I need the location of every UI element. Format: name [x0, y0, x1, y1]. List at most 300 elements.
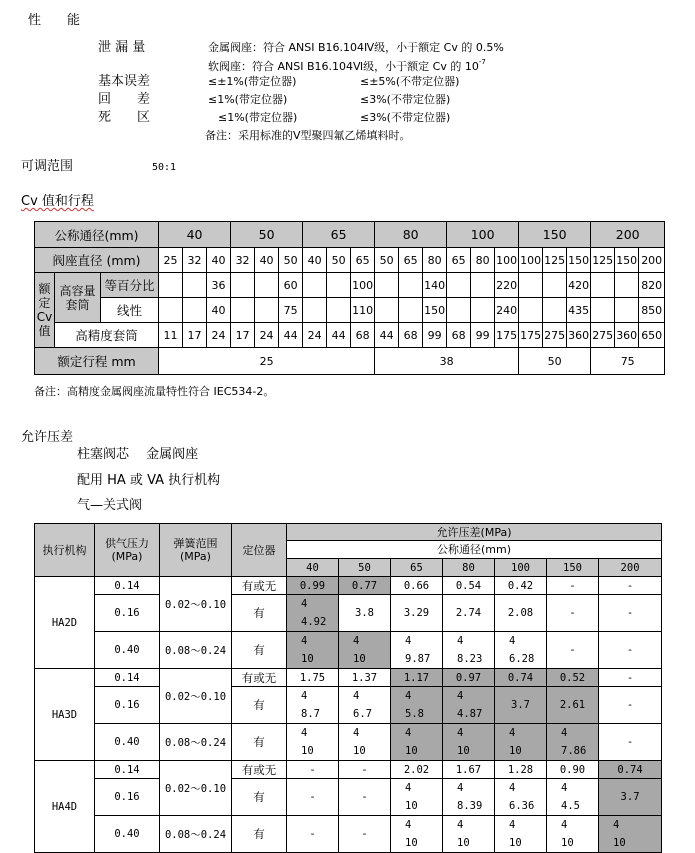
- cv-equal-pct-cell: [471, 273, 495, 298]
- cv-high-capacity-label: 高容量套筒: [55, 273, 101, 323]
- supply-pressure-cell: 0.14: [95, 577, 160, 595]
- cv-equal-pct-cell: [591, 273, 615, 298]
- allowable-dp-value: -: [309, 791, 316, 803]
- cv-equal-pct-cell: [303, 273, 327, 298]
- allowable-dp-value: -: [569, 607, 576, 619]
- cv-seat-cell: 50: [279, 248, 303, 273]
- allowable-dp-cell: [287, 632, 339, 669]
- cv-equal-pct-cell: 140: [423, 273, 447, 298]
- supply-pressure-cell: 0.16: [95, 687, 160, 724]
- pressure-row: [35, 761, 662, 779]
- allowable-dp-cell: [443, 761, 495, 779]
- pressure-h-spring: 弹簧范围(MPa): [160, 524, 232, 577]
- pressure-size-cell: 65: [391, 559, 443, 577]
- allowable-dp-cell: [287, 687, 339, 724]
- allowable-dp-value: 10: [353, 745, 366, 757]
- cv-stroke-cell: 38: [375, 348, 519, 375]
- allowable-dp-cell: [391, 632, 443, 669]
- allowable-dp-value: -: [361, 791, 368, 803]
- pressure-size-cell: 150: [547, 559, 599, 577]
- allowable-dp-cell: [599, 687, 662, 724]
- cv-high-precision-cell: 44: [375, 323, 399, 348]
- pressure-h-nominal: 公称通径(mm): [287, 541, 662, 559]
- spring-range-cell: 0.08～0.24: [160, 724, 232, 761]
- cv-linear-cell: 110: [351, 298, 375, 323]
- allowable-dp-value: 7.86: [561, 745, 587, 757]
- cv-high-precision-cell: 175: [519, 323, 543, 348]
- allowable-dp-value: 4: [405, 782, 412, 794]
- allowable-dp-value: -: [626, 607, 634, 619]
- cv-high-precision-cell: 68: [399, 323, 423, 348]
- pressure-row: [35, 816, 662, 853]
- cv-stroke-row: [35, 348, 665, 375]
- cv-linear-cell: [447, 298, 471, 323]
- cv-linear-cell: [399, 298, 423, 323]
- allowable-dp-value: 10: [561, 837, 574, 849]
- leakage-line2: 软阀座：符合 ANSI B16.104Ⅵ级，小于额定 Cv 的 $10^{-7}$: [208, 58, 486, 73]
- allowable-dp-value: -: [626, 579, 634, 592]
- cv-linear-cell: [231, 298, 255, 323]
- allowable-dp-cell: [599, 595, 662, 632]
- actuator-cell: HA2D: [35, 577, 95, 669]
- allowable-dp-value: 9.87: [405, 653, 431, 665]
- cv-high-precision-cell: 275: [591, 323, 615, 348]
- leakage-line1: 金属阀座：符合 ANSI B16.104Ⅳ级，小于额定 Cv 的 0.5%: [208, 41, 504, 54]
- positioner-cell: 有或无: [232, 761, 287, 779]
- allowable-dp-cell: [391, 577, 443, 595]
- positioner-cell: 有: [232, 632, 287, 669]
- cv-equal-pct-cell: [543, 273, 567, 298]
- allowable-dp-value: 4.92: [301, 616, 327, 628]
- allowable-dp-cell: [391, 779, 443, 816]
- cv-seat-cell: 40: [303, 248, 327, 273]
- cv-nominal-cell: 200: [591, 222, 665, 248]
- pressure-row: [35, 779, 662, 816]
- allowable-dp-cell: [443, 687, 495, 724]
- cv-table: [34, 221, 665, 375]
- pressure-row: [35, 687, 662, 724]
- cv-seat-cell: 32: [231, 248, 255, 273]
- allowable-dp-value: 4: [509, 727, 516, 739]
- cv-nominal-cell: 150: [519, 222, 591, 248]
- hysteresis-label: 回 差: [98, 92, 151, 107]
- allowable-dp-value: 1.67: [455, 763, 482, 776]
- allowable-dp-cell: [339, 816, 391, 853]
- allowable-dp-cell: [443, 724, 495, 761]
- allowable-dp-value: 3.7: [511, 699, 530, 711]
- allowable-title: 允许压差: [21, 430, 74, 445]
- spring-range-cell: 0.02～0.10: [160, 761, 232, 816]
- cv-equal-pct-cell: 420: [567, 273, 591, 298]
- pressure-h-allowable: 允许压差(MPa): [287, 524, 662, 541]
- cv-high-precision-cell: 24: [303, 323, 327, 348]
- allowable-dp-cell: [495, 816, 547, 853]
- pressure-size-cell: 40: [287, 559, 339, 577]
- allowable-dp-cell: [443, 577, 495, 595]
- allowable-dp-value: 0.52: [559, 671, 586, 684]
- allowable-dp-value: 2.08: [507, 607, 534, 619]
- allowable-dp-cell: [495, 779, 547, 816]
- allowable-dp-value: 4: [457, 819, 464, 831]
- allowable-dp-value: 8.7: [301, 708, 320, 720]
- supply-pressure-cell: 0.40: [95, 632, 160, 669]
- cv-seat-cell: 25: [159, 248, 183, 273]
- cv-high-precision-cell: 11: [159, 323, 183, 348]
- positioner-cell: 有: [232, 687, 287, 724]
- cv-seat-cell: 80: [423, 248, 447, 273]
- pressure-size-cell: 80: [443, 559, 495, 577]
- positioner-cell: 有或无: [232, 577, 287, 595]
- allowable-dp-cell: [443, 779, 495, 816]
- allowable-dp-value: 1.17: [403, 671, 430, 684]
- allowable-dp-value: 0.99: [299, 579, 326, 592]
- cv-note: 备注：高精度金属阀座流量特性符合 IEC534-2。: [34, 385, 275, 398]
- allowable-dp-cell: [287, 724, 339, 761]
- cv-equal-pct-cell: 60: [279, 273, 303, 298]
- cv-high-precision-cell: 44: [327, 323, 351, 348]
- allowable-dp-cell: [547, 761, 599, 779]
- allowable-dp-value: 4: [353, 635, 360, 647]
- allowable-dp-value: 0.77: [351, 579, 378, 592]
- pressure-h-supply: 供气压力(MPa): [95, 524, 160, 577]
- cv-high-precision-row: [35, 323, 665, 348]
- allowable-dp-value: 10: [457, 837, 470, 849]
- allowable-dp-value: 4: [301, 727, 308, 739]
- positioner-cell: 有: [232, 595, 287, 632]
- pressure-h-actuator: 执行机构: [35, 524, 95, 577]
- allowable-dp-cell: [599, 816, 662, 853]
- pressure-row: [35, 632, 662, 669]
- allowable-dp-cell: [339, 779, 391, 816]
- allowable-line3: 气—关式阀: [77, 498, 143, 513]
- cv-seat-cell: 150: [615, 248, 639, 273]
- allowable-dp-cell: [339, 669, 391, 687]
- allowable-dp-value: -: [361, 763, 368, 776]
- allowable-dp-value: 10: [405, 837, 418, 849]
- allowable-dp-value: 4: [405, 635, 412, 647]
- allowable-dp-cell: [547, 669, 599, 687]
- cv-seat-cell: 100: [519, 248, 543, 273]
- cv-equal-pct-cell: 820: [639, 273, 665, 298]
- cv-equal-pct-cell: [615, 273, 639, 298]
- cv-equal-pct-cell: [327, 273, 351, 298]
- allowable-dp-cell: [599, 761, 662, 779]
- cv-equal-pct-row: [35, 273, 665, 298]
- allowable-dp-value: -: [309, 828, 316, 840]
- allowable-dp-value: 2.02: [403, 763, 430, 776]
- allowable-dp-cell: [495, 761, 547, 779]
- allowable-dp-cell: [547, 816, 599, 853]
- allowable-dp-cell: [339, 632, 391, 669]
- cv-seat-cell: 100: [495, 248, 519, 273]
- cv-high-precision-cell: 17: [231, 323, 255, 348]
- spring-range-cell: 0.08～0.24: [160, 816, 232, 853]
- supply-pressure-cell: 0.40: [95, 816, 160, 853]
- allowable-dp-value: -: [569, 579, 576, 592]
- allowable-dp-value: 5.8: [405, 708, 424, 720]
- cv-high-precision-cell: 275: [543, 323, 567, 348]
- allowable-dp-cell: [495, 724, 547, 761]
- leakage-label: 泄 漏 量: [98, 40, 146, 55]
- cv-high-precision-cell: 99: [423, 323, 447, 348]
- allowable-dp-cell: [443, 669, 495, 687]
- allowable-dp-value: 4: [301, 598, 308, 610]
- allowable-dp-cell: [599, 632, 662, 669]
- allowable-dp-value: 4: [509, 819, 516, 831]
- cv-high-precision-cell: 360: [615, 323, 639, 348]
- allowable-dp-value: 4.5: [561, 800, 580, 812]
- supply-pressure-cell: 0.40: [95, 724, 160, 761]
- cv-seat-cell: 200: [639, 248, 665, 273]
- cv-nominal-cell: 100: [447, 222, 519, 248]
- cv-linear-row: [35, 298, 665, 323]
- allowable-dp-cell: [599, 669, 662, 687]
- allowable-dp-cell: [391, 687, 443, 724]
- allowable-dp-value: 10: [405, 800, 418, 812]
- cv-seat-cell: 125: [543, 248, 567, 273]
- pressure-row: [35, 595, 662, 632]
- cv-linear-cell: [591, 298, 615, 323]
- allowable-dp-cell: [443, 595, 495, 632]
- cv-linear-cell: 240: [495, 298, 519, 323]
- pressure-row: [35, 724, 662, 761]
- allowable-dp-value: 4: [561, 819, 568, 831]
- spring-range-cell: 0.08～0.24: [160, 632, 232, 669]
- cv-high-precision-cell: 24: [255, 323, 279, 348]
- cv-equal-pct-cell: [519, 273, 543, 298]
- allowable-dp-value: -: [569, 644, 576, 656]
- allowable-dp-value: -: [361, 828, 368, 840]
- spring-range-cell: 0.02～0.10: [160, 669, 232, 724]
- supply-pressure-cell: 0.14: [95, 761, 160, 779]
- hysteresis-with: ≤1%(带定位器): [208, 93, 288, 106]
- cv-equal-pct-cell: [183, 273, 207, 298]
- allowable-dp-value: 4: [509, 782, 516, 794]
- allowable-dp-value: 6.28: [509, 653, 535, 665]
- cv-high-precision-cell: 99: [471, 323, 495, 348]
- allowable-dp-value: 4: [561, 727, 568, 739]
- allowable-dp-cell: [339, 687, 391, 724]
- allowable-dp-cell: [339, 595, 391, 632]
- actuator-cell: HA4D: [35, 761, 95, 853]
- cv-equal-pct-label: 等百分比: [101, 273, 159, 298]
- cv-linear-cell: [471, 298, 495, 323]
- cv-high-precision-cell: 24: [207, 323, 231, 348]
- pressure-row: [35, 577, 662, 595]
- allowable-dp-value: 4.87: [457, 708, 483, 720]
- allowable-dp-value: -: [309, 763, 316, 776]
- cv-seat-cell: 150: [567, 248, 591, 273]
- allowable-dp-value: 4: [405, 727, 412, 739]
- cv-rated-label: 额定Cv值: [35, 273, 55, 348]
- cv-seat-cell: 65: [399, 248, 423, 273]
- cv-seat-cell: 125: [591, 248, 615, 273]
- allowable-dp-value: 4: [457, 690, 464, 702]
- allowable-dp-value: 4: [405, 690, 412, 702]
- allowable-dp-value: 10: [509, 745, 522, 757]
- allowable-line2: 配用 HA 或 VA 执行机构: [77, 473, 221, 488]
- allowable-dp-cell: [547, 687, 599, 724]
- allowable-dp-value: 10: [301, 745, 314, 757]
- allowable-dp-value: 10: [613, 837, 626, 849]
- cv-linear-cell: [303, 298, 327, 323]
- cv-linear-label: 线性: [101, 298, 159, 323]
- allowable-dp-cell: [599, 779, 662, 816]
- allowable-dp-cell: [547, 724, 599, 761]
- allowable-dp-value: -: [626, 699, 634, 711]
- rangeability-label: 可调范围: [21, 159, 74, 174]
- allowable-dp-cell: [391, 761, 443, 779]
- cv-seat-cell: 40: [255, 248, 279, 273]
- cv-stroke-label: 额定行程 mm: [35, 348, 159, 375]
- cv-high-precision-cell: 17: [183, 323, 207, 348]
- cv-equal-pct-cell: [375, 273, 399, 298]
- allowable-dp-cell: [339, 577, 391, 595]
- cv-nominal-cell: 40: [159, 222, 231, 248]
- allowable-dp-cell: [495, 577, 547, 595]
- allowable-dp-value: -: [626, 644, 634, 656]
- cv-high-precision-cell: 68: [447, 323, 471, 348]
- allowable-dp-value: 2.74: [455, 607, 482, 619]
- cv-linear-cell: 40: [207, 298, 231, 323]
- positioner-cell: 有: [232, 816, 287, 853]
- allowable-dp-value: 4: [613, 819, 620, 831]
- pressure-size-cell: 100: [495, 559, 547, 577]
- cv-seat-cell: 65: [447, 248, 471, 273]
- basic-error-label: 基本误差: [98, 74, 151, 89]
- allowable-dp-value: 0.74: [507, 671, 534, 684]
- allowable-dp-cell: [547, 595, 599, 632]
- allowable-dp-cell: [495, 632, 547, 669]
- cv-linear-cell: [327, 298, 351, 323]
- cv-nominal-cell: 65: [303, 222, 375, 248]
- cv-seat-cell: 65: [351, 248, 375, 273]
- cv-equal-pct-cell: 36: [207, 273, 231, 298]
- supply-pressure-cell: 0.16: [95, 595, 160, 632]
- allowable-dp-value: 2.61: [559, 699, 586, 711]
- allowable-dp-value: 0.97: [455, 671, 482, 684]
- cv-linear-cell: [255, 298, 279, 323]
- allowable-dp-value: -: [626, 736, 634, 748]
- cv-nominal-label: 公称通径(mm): [35, 222, 159, 248]
- pressure-table: [34, 523, 662, 853]
- cv-linear-cell: 150: [423, 298, 447, 323]
- cv-linear-cell: 435: [567, 298, 591, 323]
- allowable-dp-value: 1.28: [507, 763, 534, 776]
- cv-nominal-row: [35, 222, 665, 248]
- pressure-h-positioner: 定位器: [232, 524, 287, 577]
- actuator-cell: HA3D: [35, 669, 95, 761]
- basic-error-with: ≤±1%(带定位器): [208, 75, 297, 88]
- supply-pressure-cell: 0.16: [95, 779, 160, 816]
- positioner-cell: 有: [232, 724, 287, 761]
- allowable-dp-value: 4: [561, 782, 568, 794]
- cv-linear-cell: [159, 298, 183, 323]
- allowable-dp-value: 4: [457, 782, 464, 794]
- cv-nominal-cell: 80: [375, 222, 447, 248]
- cv-seat-cell: 80: [471, 248, 495, 273]
- allowable-dp-value: -: [626, 671, 634, 684]
- cv-stroke-cell: 50: [519, 348, 591, 375]
- cv-linear-cell: 850: [639, 298, 665, 323]
- allowable-dp-cell: [391, 595, 443, 632]
- allowable-dp-value: 10: [405, 745, 418, 757]
- allowable-dp-value: 4: [301, 690, 308, 702]
- cv-linear-cell: [375, 298, 399, 323]
- deadband-with: ≤1%(带定位器): [218, 111, 298, 124]
- cv-high-precision-label: 高精度套筒: [55, 323, 159, 348]
- allowable-dp-value: 1.75: [299, 671, 326, 684]
- allowable-dp-cell: [495, 687, 547, 724]
- allowable-dp-value: 3.29: [403, 607, 430, 619]
- cv-high-precision-cell: 650: [639, 323, 665, 348]
- cv-seat-label: 阀座直径 (mm): [35, 248, 159, 273]
- allowable-dp-cell: [287, 816, 339, 853]
- allowable-dp-cell: [391, 669, 443, 687]
- allowable-dp-value: 4: [457, 635, 464, 647]
- cv-linear-cell: 75: [279, 298, 303, 323]
- allowable-dp-cell: [547, 779, 599, 816]
- cv-equal-pct-cell: [231, 273, 255, 298]
- allowable-dp-cell: [287, 595, 339, 632]
- allowable-dp-cell: [443, 816, 495, 853]
- allowable-dp-value: 8.23: [457, 653, 483, 665]
- allowable-dp-cell: [339, 761, 391, 779]
- allowable-dp-cell: [599, 724, 662, 761]
- allowable-dp-cell: [547, 632, 599, 669]
- cv-linear-cell: [183, 298, 207, 323]
- cv-high-precision-cell: 360: [567, 323, 591, 348]
- cv-equal-pct-cell: 220: [495, 273, 519, 298]
- allowable-dp-value: 0.66: [403, 579, 430, 592]
- pressure-size-cell: 50: [339, 559, 391, 577]
- allowable-dp-value: 4: [353, 690, 360, 702]
- allowable-dp-cell: [495, 669, 547, 687]
- allowable-dp-cell: [287, 761, 339, 779]
- allowable-dp-cell: [287, 577, 339, 595]
- pressure-header-row-1: [35, 524, 662, 541]
- allowable-dp-cell: [287, 669, 339, 687]
- cv-seat-cell: 40: [207, 248, 231, 273]
- allowable-dp-value: 3.7: [620, 791, 640, 803]
- cv-seat-cell: 32: [183, 248, 207, 273]
- allowable-dp-value: 4: [353, 727, 360, 739]
- cv-seat-row: [35, 248, 665, 273]
- allowable-dp-cell: [287, 779, 339, 816]
- positioner-cell: 有: [232, 779, 287, 816]
- allowable-dp-value: 3.8: [355, 607, 374, 619]
- pressure-size-cell: 200: [599, 559, 662, 577]
- allowable-dp-value: 6.36: [509, 800, 535, 812]
- cv-linear-cell: [543, 298, 567, 323]
- allowable-dp-cell: [599, 577, 662, 595]
- allowable-dp-value: 0.42: [507, 579, 534, 592]
- allowable-dp-value: 1.37: [351, 671, 378, 684]
- cv-linear-cell: [519, 298, 543, 323]
- positioner-cell: 有或无: [232, 669, 287, 687]
- cv-equal-pct-cell: 100: [351, 273, 375, 298]
- supply-pressure-cell: 0.14: [95, 669, 160, 687]
- cv-high-precision-cell: 175: [495, 323, 519, 348]
- cv-high-precision-cell: 68: [351, 323, 375, 348]
- performance-note: 备注：采用标准的V型聚四氟乙烯填料时。: [205, 129, 411, 142]
- allowable-dp-value: 6.7: [353, 708, 372, 720]
- spring-range-cell: 0.02～0.10: [160, 577, 232, 632]
- cv-linear-cell: [615, 298, 639, 323]
- deadband-without: ≤3%(不带定位器): [360, 111, 451, 124]
- allowable-dp-value: 8.39: [457, 800, 483, 812]
- allowable-dp-cell: [547, 577, 599, 595]
